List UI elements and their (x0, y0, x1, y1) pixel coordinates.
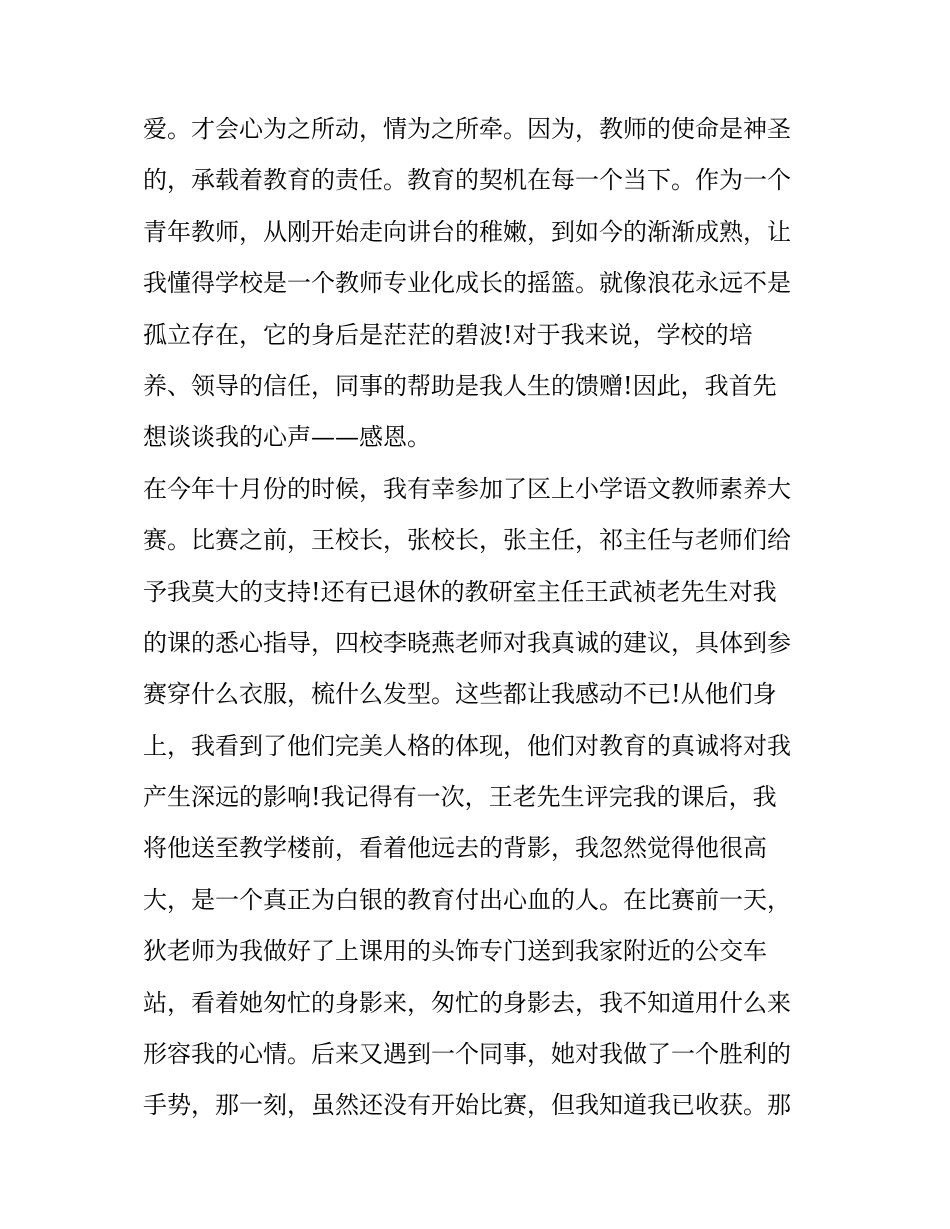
text-line: 狄老师为我做好了上课用的头饰专门送到我家附近的公交车 (143, 937, 767, 966)
text-line: 站，看着她匆忙的身影来，匆忙的身影去，我不知道用什么来 (143, 988, 791, 1017)
text-line: 在今年十月份的时候，我有幸参加了区上小学语文教师素养大 (143, 474, 791, 503)
text-line: 我懂得学校是一个教师专业化成长的摇篮。就像浪花永远不是 (143, 269, 791, 298)
text-line: 赛。比赛之前，王校长，张校长，张主任，祁主任与老师们给 (143, 526, 791, 555)
text-line: 形容我的心情。后来又遇到一个同事，她对我做了一个胜利的 (143, 1040, 791, 1069)
text-line: 赛穿什么衣服，梳什么发型。这些都让我感动不已!从他们身 (143, 680, 777, 709)
text-line: 产生深远的影响!我记得有一次，王老先生评完我的课后，我 (143, 783, 777, 812)
text-line: 将他送至教学楼前，看着他远去的背影，我忽然觉得他很高 (143, 834, 767, 863)
text-line: 予我莫大的支持!还有已退休的教研室主任王武祯老先生对我 (143, 577, 777, 606)
text-line: 爱。才会心为之所动，情为之所牵。因为，教师的使命是神圣 (143, 115, 791, 143)
text-line: 青年教师，从刚开始走向讲台的稚嫩，到如今的渐渐成熟，让 (143, 217, 791, 246)
text-line: 大，是一个真正为白银的教育付出心血的人。在比赛前一天， (143, 885, 791, 914)
text-line: 孤立存在，它的身后是茫茫的碧波!对于我来说，学校的培 (143, 320, 753, 349)
text-line: 想谈谈我的心声——感恩。 (143, 423, 431, 452)
text-line: 养、领导的信任，同事的帮助是我人生的馈赠!因此，我首先 (143, 371, 777, 400)
body-text (143, 104, 823, 1132)
text-line: 手势，那一刻，虽然还没有开始比赛，但我知道我已收获。那 (143, 1091, 791, 1120)
text-line: 的课的悉心指导，四校李晓燕老师对我真诚的建议，具体到参 (143, 628, 791, 657)
text-line: 上，我看到了他们完美人格的体现，他们对教育的真诚将对我 (143, 731, 791, 760)
text-line: 的，承载着教育的责任。教育的契机在每一个当下。作为一个 (143, 166, 791, 195)
